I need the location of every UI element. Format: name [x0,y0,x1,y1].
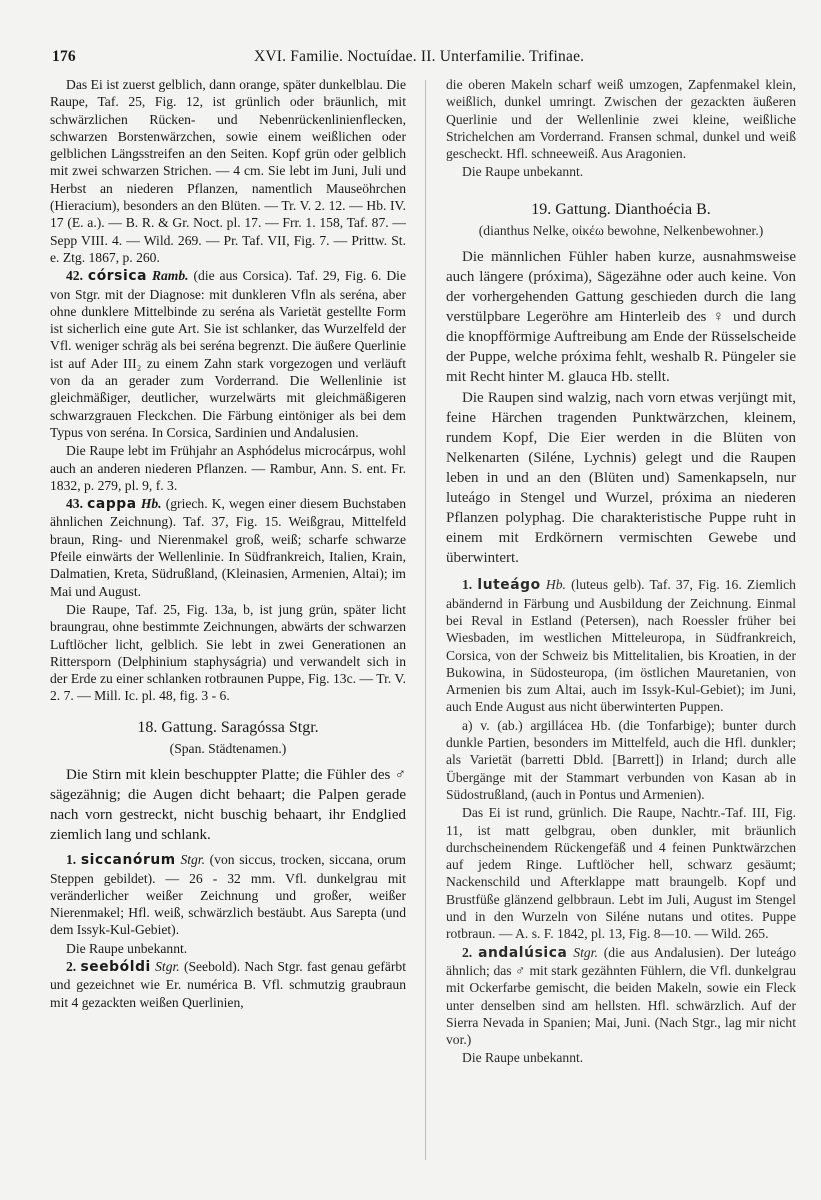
paragraph: a) v. (ab.) argillácea Hb. (die Tonfarbige); bunter durch dunkle Partien, besonders im Mittelfeld, auch die Hfl. dunkler; als Varietät (barretti Dbld. [Barrett]) in Irland; durch alle Übergänge mit der Stammart verbunden von Kasan ab in Südostrußland, (auch in Pontus und Armenien). [446,717,796,802]
paragraph: Die Raupe unbekannt. [462,1050,584,1066]
left-column [50,76,406,1012]
genus-description: Die Stirn mit klein beschuppter Platte; die Fühler des ♂ sägezähnig; die Augen dicht behaart; die Palpen gerade nach vorn gestreckt, nicht buschig behaart, ihr Endglied ziemlich lang und schlank. [50,767,406,844]
species-entry [446,576,796,715]
species-author: Ramb. [151,268,189,284]
species-author: Stgr. [155,959,180,975]
species-number: 1. [66,852,77,868]
species-author: Stgr. [180,852,205,868]
right-column [446,76,796,1068]
page-number: 176 [52,48,76,65]
species-text: (griech. K, wegen einer diesem Buchstaben ähnlichen Zeichnung). Taf. 37, Fig. 15. Weißgrau, Mittelfeld braun, Ring- und Nierenmakel groß, weiß; scharfe schwarze Pfeile einwärts der Wellenlinie. In Südfrankreich, Italien, Krain, Dalmatien, Kreta, Südrußland, (Kleinasien, Armenien, Altai); im Mai und August. [50,496,406,599]
paragraph: Die Raupe unbekannt. [66,940,188,956]
species-author: Hb. [545,577,566,593]
species-entry [50,267,406,441]
species-entry [50,851,406,938]
running-head: XVI. Familie. Noctuídae. II. Unterfamilie. Trifinae. [254,48,585,65]
genus-description: Die Raupen sind walzig, nach vorn etwas verjüngt mit, feine Härchen tragenden Punktwärzchen, kleinem, rundem Kopf, Die Eier werden in die Blüten von Nelkenarten (Siléne, Lychnis) gelegt und die Raupen leben in und an den (Blüten und) Samenkapseln, nur luteágo in Stengel und Wurzel, próxima an niederen Pflanzen polyphag. Die charakteristische Puppe ruht in einem mit Erdkörnern vermischten Gewebe und überwintert. [446,390,796,567]
species-name: seebóldi [80,959,151,976]
column-divider [425,80,426,1160]
species-name: siccanórum [80,852,176,869]
paragraph: Die Raupe lebt im Frühjahr an Asphódelus microcárpus, wohl auch an anderen niederen Pflanzen. — Rambur, Ann. S. ent. Fr. 1832, p. 279, pl. 9, f. 3. [50,443,406,493]
paragraph: Die Raupe, Taf. 25, Fig. 13a, b, ist jung grün, später licht braungrau, ohne bestimmte Zeichnungen, abwärts der schwarzen Luftlöcher licht, gelblich. Sie lebt in zwei Generationen an Rittersporn (Delphinium staphyságria) und verwandelt sich in der Erde zu einer schlanken rotbraunen Puppe, Fig. 13c. — Tr. V. 2. 7. — Mill. Ic. pl. 48, fig. 3 - 6. [50,601,406,704]
paragraph: Das Ei ist zuerst gelblich, dann orange, später dunkelblau. Die Raupe, Taf. 25, Fig. 12, ist grünlich oder bräunlich, mit schwärzlichen Rücken- und Nebenrückenlinienflecken, schwarzen Borstenwärzchen, sowie einem weißlichen oder gelblichen Längsstreifen an den Seiten. Kopf grün oder gelblich mit zwei schwarzen Strichen. — 4 cm. Sie lebt im Juni, Juli und Herbst an niederen Pflanzen, namentlich Mauseöhrchen (Hieracium), besonders an den Blüten. — Tr. V. 2. 12. — Hb. IV. 17 (E. a.). — B. R. & Gr. Noct. pl. 17. — Frr. 1. 158, Taf. 87. — Sepp VIII. 4. — Wild. 269. — Pr. Taf. VII, Fig. 7. — Prittw. St. e. Ztg. 1867, p. 260. [50,77,406,265]
species-name: cappa [87,496,137,513]
species-entry [446,944,796,1049]
species-name: luteágo [477,577,541,594]
species-number: 2. [462,944,473,960]
species-text: (die aus Andalusien). Der luteágo ähnlich; das ♂ mit stark gezähnten Fühlern, die Vfl. dunkelgrau mit Ockerfarbe gemischt, die beiden Makeln, sowie ein Fleck unter denselben sind am hellsten. Hfl. schwärzlich. Auf der Sierra Nevada in Spanien; Mai, Juni. (Nach Stgr., lag mir nicht vor.) [446,944,797,1048]
genus-subtitle: (Span. Städtenamen.) [169,740,287,756]
paragraph: die oberen Makeln scharf weiß umzogen, Zapfenmakel klein, weißlich, dunkel umringt. Zwischen der gezackten äußeren Querlinie und der Wellenlinie zwei kleine, weißliche Strichelchen am Vorderrand. Fransen schmal, dunkel und weiß gescheckt. Hfl. schneeweiß. Aus Aragonien. [446,77,796,162]
species-author: Hb. [140,496,162,512]
genus-heading: 19. Gattung. Dianthoécia B. [531,200,711,218]
species-text: (luteus gelb). Taf. 37, Fig. 16. Ziemlich abändernd in Färbung und Ausbildung der Zeichnung. Einmal bei Reval in Estland (Petersen), nach Roessler früher bei Wiesbaden, im westlichen Mitteleuropa, in Südfrankreich, Corsica, von der Schweiz bis Mittelitalien, bis Kroatien, in der Bukowina, in Südosteuropa, (im östlichen Mauretanien, von Armenien bis zum Altai, auch im Issyk-Kul-Gebiet); im Juni, auch Ende August aus nicht überwinterten Puppen. [446,577,796,715]
genus-subtitle: (dianthus Nelke, οἰκέω bewohne, Nelkenbewohner.) [478,223,764,239]
species-author: Stgr. [573,944,598,960]
genus-description: Die männlichen Fühler haben kurze, ausnahmsweise auch längere (próxima), Sägezähne oder auch keine. Von der vorhergehenden Gattung geschieden durch die lang verstülpbare Legeröhre am Hinterleib des ♀ und durch die knopfförmige Auftreibung am Ende der Rüsselscheide der Puppe, welche próxima fehlt, weshalb R. Püngeler sie mit Recht hinter M. glauca Hb. stellt. [446,249,796,386]
species-number: 43. [66,496,83,512]
species-text: (die aus Corsica). Taf. 29, Fig. 6. Die von Stgr. mit der Diagnose: mit dunkleren Vfln als seréna, aber ohne dunklere Mittelbinde zu seréna als Varietät gestellte Form ist sicherlich eine gute Art. Sie ist schlanker, das Wurzelfeld der Vfl. weniger schräg als bei seréna begrenzt. Die äußere Querlinie ist auf Ader III₂ zu einem Zahn stark vorgezogen und verläuft von da an gerader zum Vorderrand. Die Wellenlinie ist gleichmäßiger, deutlicher, wurzelwärts mit gleichmäßigeren schwarzgrauen Fleckchen. Die Färbung eintöniger als bei dem Typus von seréna. In Corsica, Sardinien und Andalusien. [50,268,406,440]
genus-heading: 18. Gattung. Saragóssa Stgr. [137,718,319,736]
species-number: 2. [66,959,77,975]
species-name: córsica [87,268,148,285]
species-text: (von siccus, trocken, siccana, orum Steppen gebildet). — 26 - 32 mm. Vfl. dunkelgrau mit veränderlicher weißer Zeichnung und großer, weißer Nierenmakel; Hfl. weiß, schwärzlich bestäubt. Aus Sarepta (und dem Issyk-Kul-Gebiet). [50,852,407,938]
paragraph: Die Raupe unbekannt. [462,164,584,180]
species-name: andalúsica [478,944,568,961]
species-number: 1. [462,577,473,593]
paragraph: Das Ei ist rund, grünlich. Die Raupe, Nachtr.-Taf. III, Fig. 11, ist matt gelbgrau, oben dunkler, mit bräunlich durchscheinendem Rückengefäß und 4 feinen Punktwärzchen auf jedem Ringe. Luftlöcher hell, schwarz gesäumt; Nackenschild und Afterklappe matt braungelb. Kopf und Brustfüße glänzend gelbbraun. Lebt im Juli, August im Stengel und in den Wurzeln von Siléne nutans und otites. Puppe rotbraun. — A. s. F. 1842, pl. 13, Fig. 8—10. — Wild. 265. [446,805,796,942]
species-text: (Seebold). Nach Stgr. fast genau gefärbt und gezeichnet wie Er. numérica B. Vfl. schmutzig graubraun mit 4 gezackten weißen Querlinien, [50,959,406,1010]
species-entry [50,958,406,1011]
species-entry [50,495,406,600]
species-number: 42. [66,268,83,284]
